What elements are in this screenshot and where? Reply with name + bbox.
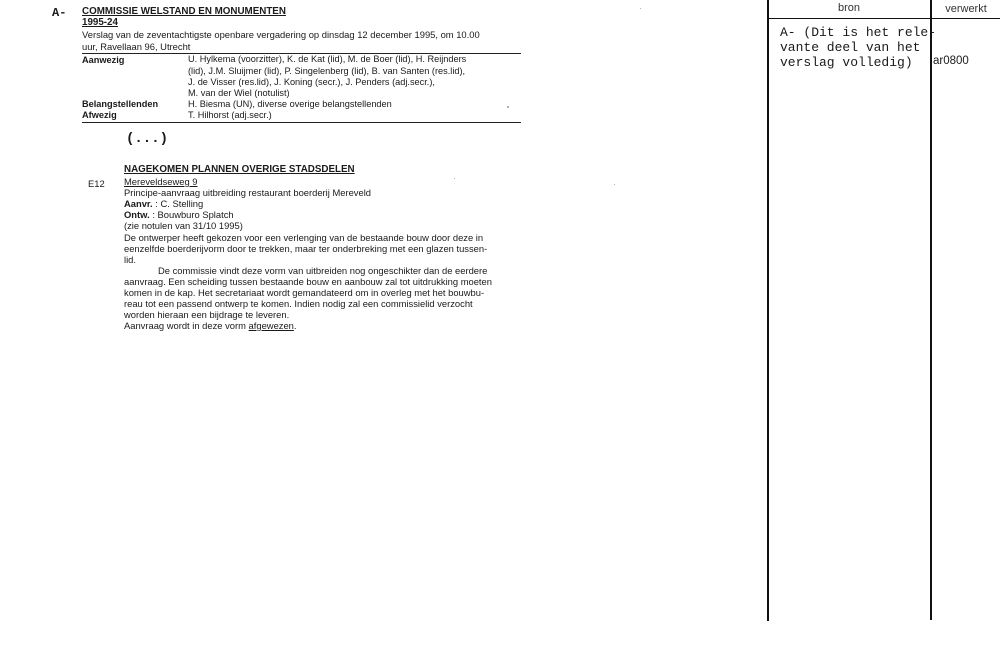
notes-reference: (zie notulen van 31/10 1995) xyxy=(124,220,243,231)
header-source: bron xyxy=(837,2,861,14)
absent-value: T. Hilhorst (adj.secr.) xyxy=(188,110,272,120)
scan-speck xyxy=(614,184,615,185)
table-left-border xyxy=(767,0,769,621)
report-line-1: Verslag van de zeventachtigste openbare vergadering op dinsdag 12 december 1995, om 10.00 xyxy=(82,29,480,40)
paragraph-line: reau tot een passend ontwerp te komen. Indien nodig zal een commissielid verzocht xyxy=(124,298,473,309)
paragraph-line: aanvraag. Een scheiding tussen bestaande bouw en aanbouw zal tot uitdrukking moeten xyxy=(124,276,492,287)
header-rule-bottom xyxy=(82,122,521,123)
present-line: U. Hylkema (voorzitter), K. de Kat (lid), M. de Boer (lid), H. Reijnders xyxy=(188,54,467,64)
present-line: M. van der Wiel (notulist) xyxy=(188,88,290,98)
present-label: Aanwezig xyxy=(82,55,125,65)
processed-code: ar0800 xyxy=(933,55,969,67)
paragraph-line: De ontwerper heeft gekozen voor een verlenging van de bestaande bouw door deze in xyxy=(124,232,484,243)
paragraph-line: worden hieraan een bijdrage te leveren. xyxy=(124,309,290,320)
table-column-divider xyxy=(930,0,932,620)
conclusion-prefix: Aanvraag wordt in deze vorm xyxy=(124,320,249,331)
item-number: E12 xyxy=(88,178,105,189)
designer-row xyxy=(124,209,234,220)
paragraph-line: eenzelfde boerderijvorm door te trekken, maar ter onderbreking met een glazen tussen- xyxy=(124,243,488,254)
stakeholders-value: H. Biesma (UN), diverse overige belangstellenden xyxy=(188,99,392,109)
source-line: vante deel van het xyxy=(780,40,921,55)
table-header-rule xyxy=(768,18,1000,19)
paragraph-line: komen in de kap. Het secretariaat wordt gemandateerd om in overleg met het bouwbu- xyxy=(124,287,485,298)
committee-title: COMMISSIE WELSTAND EN MONUMENTEN xyxy=(82,6,286,17)
source-line: A- (Dit is het rele- xyxy=(780,25,937,40)
scan-speck xyxy=(507,106,509,108)
report-line-2: uur, Ravellaan 96, Utrecht xyxy=(82,41,191,52)
paragraph-line: De commissie vindt deze vorm van uitbreiden nog ongeschikter dan de eerdere xyxy=(158,265,488,276)
item-street: Mereveldseweg 9 xyxy=(124,176,198,187)
stakeholders-label: Belangstellenden xyxy=(82,99,159,109)
present-line: J. de Visser (res.lid), J. Koning (secr.), J. Penders (adj.secr.), xyxy=(188,77,435,87)
source-line: verslag volledig) xyxy=(780,55,913,70)
present-line: (lid), J.M. Sluijmer (lid), P. Singelenberg (lid), B. van Santen (res.lid), xyxy=(188,66,466,76)
section-marker: A- xyxy=(52,6,67,20)
section-title: NAGEKOMEN PLANNEN OVERIGE STADSDELEN xyxy=(124,164,355,175)
conclusion xyxy=(124,320,297,331)
applicant-label: Aanvr. xyxy=(124,198,153,209)
decision-rejected: afgewezen xyxy=(248,320,294,331)
conclusion-suffix: . xyxy=(293,320,297,331)
applicant-value: : C. Stelling xyxy=(155,198,204,209)
item-request: Principe-aanvraag uitbreiding restaurant boerderij Mereveld xyxy=(124,187,372,198)
scan-speck xyxy=(454,178,455,179)
scan-speck xyxy=(640,8,641,9)
header-processed: verwerkt xyxy=(945,3,987,15)
applicant-row xyxy=(124,198,203,209)
omission-ellipsis: (...) xyxy=(126,131,169,147)
meeting-code: 1995-24 xyxy=(82,17,118,28)
absent-label: Afwezig xyxy=(82,110,117,120)
paragraph-line: lid. xyxy=(124,254,136,265)
designer-label: Ontw. xyxy=(124,209,150,220)
designer-value: : Bouwburo Splatch xyxy=(152,209,234,220)
